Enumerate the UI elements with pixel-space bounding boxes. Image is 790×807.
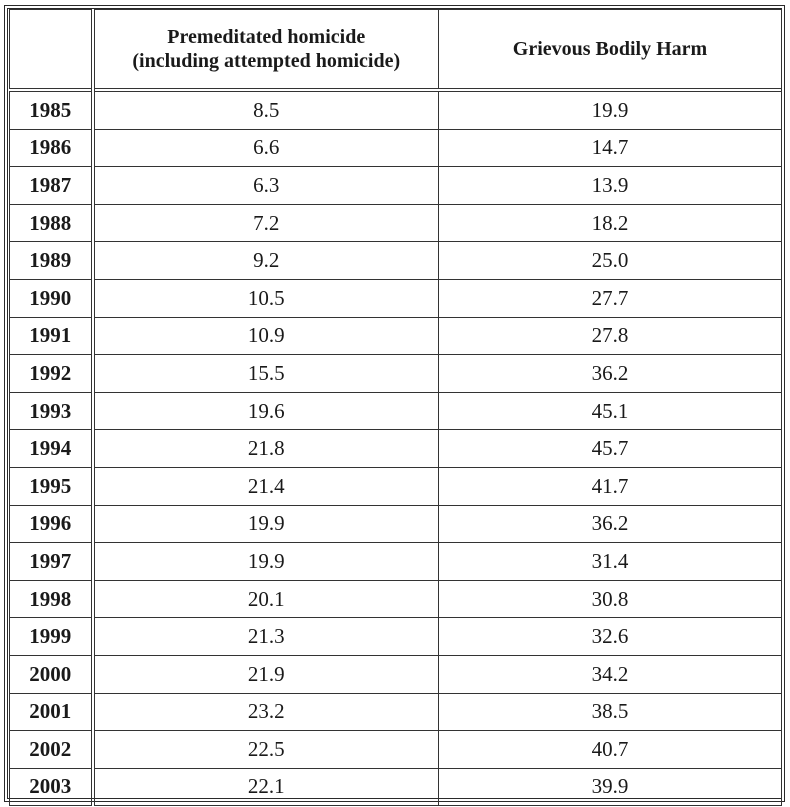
homicide-value-cell: 20.1 — [93, 580, 439, 618]
gbh-value-cell: 30.8 — [439, 580, 782, 618]
year-cell: 1997 — [10, 543, 93, 581]
year-cell: 1994 — [10, 430, 93, 468]
year-cell: 1991 — [10, 317, 93, 355]
gbh-value-cell: 40.7 — [439, 731, 782, 769]
year-cell: 1996 — [10, 505, 93, 543]
homicide-value-cell: 23.2 — [93, 693, 439, 731]
year-cell: 2002 — [10, 731, 93, 769]
gbh-column-header: Grievous Bodily Harm — [439, 10, 782, 91]
table-row — [10, 204, 782, 242]
gbh-value-cell: 38.5 — [439, 693, 782, 731]
homicide-value-cell: 19.9 — [93, 543, 439, 581]
gbh-value-cell: 18.2 — [439, 204, 782, 242]
table-row — [10, 279, 782, 317]
table-row — [10, 655, 782, 693]
year-cell: 1990 — [10, 279, 93, 317]
homicide-value-cell: 9.2 — [93, 242, 439, 280]
homicide-value-cell: 10.5 — [93, 279, 439, 317]
homicide-value-cell: 22.1 — [93, 768, 439, 806]
table-row — [10, 618, 782, 656]
table-row — [10, 731, 782, 769]
year-cell: 2003 — [10, 768, 93, 806]
homicide-header-line2: (including attempted homicide) — [132, 50, 401, 72]
table-row — [10, 90, 782, 129]
table-row — [10, 167, 782, 205]
homicide-header-line1: Premeditated homicide — [167, 26, 366, 48]
year-cell: 1999 — [10, 618, 93, 656]
homicide-value-cell: 7.2 — [93, 204, 439, 242]
year-cell: 1986 — [10, 129, 93, 167]
gbh-value-cell: 45.7 — [439, 430, 782, 468]
year-cell: 2001 — [10, 693, 93, 731]
year-cell: 1985 — [10, 90, 93, 129]
gbh-value-cell: 36.2 — [439, 355, 782, 393]
homicide-value-cell: 21.8 — [93, 430, 439, 468]
gbh-value-cell: 34.2 — [439, 655, 782, 693]
table-row — [10, 467, 782, 505]
year-column-header — [10, 10, 93, 91]
table-row — [10, 543, 782, 581]
homicide-value-cell: 21.3 — [93, 618, 439, 656]
homicide-value-cell: 6.3 — [93, 167, 439, 205]
year-cell: 1998 — [10, 580, 93, 618]
homicide-value-cell: 21.4 — [93, 467, 439, 505]
year-cell: 2000 — [10, 655, 93, 693]
table-row — [10, 129, 782, 167]
homicide-value-cell: 22.5 — [93, 731, 439, 769]
homicide-value-cell: 10.9 — [93, 317, 439, 355]
homicide-value-cell: 19.6 — [93, 392, 439, 430]
table-body — [10, 90, 782, 806]
table-row — [10, 355, 782, 393]
gbh-value-cell: 41.7 — [439, 467, 782, 505]
gbh-value-cell: 39.9 — [439, 768, 782, 806]
table-row — [10, 505, 782, 543]
homicide-value-cell: 15.5 — [93, 355, 439, 393]
homicide-value-cell: 6.6 — [93, 129, 439, 167]
table-header — [10, 10, 782, 91]
table-row — [10, 768, 782, 806]
gbh-value-cell: 31.4 — [439, 543, 782, 581]
year-cell: 1989 — [10, 242, 93, 280]
table-row — [10, 693, 782, 731]
homicide-value-cell: 19.9 — [93, 505, 439, 543]
year-cell: 1993 — [10, 392, 93, 430]
table-row — [10, 580, 782, 618]
table-row — [10, 317, 782, 355]
year-cell: 1987 — [10, 167, 93, 205]
year-cell: 1992 — [10, 355, 93, 393]
gbh-value-cell: 32.6 — [439, 618, 782, 656]
gbh-value-cell: 27.8 — [439, 317, 782, 355]
gbh-value-cell: 13.9 — [439, 167, 782, 205]
gbh-value-cell: 14.7 — [439, 129, 782, 167]
gbh-value-cell: 45.1 — [439, 392, 782, 430]
gbh-value-cell: 27.7 — [439, 279, 782, 317]
homicide-value-cell: 21.9 — [93, 655, 439, 693]
table-row — [10, 392, 782, 430]
table-row — [10, 430, 782, 468]
year-cell: 1988 — [10, 204, 93, 242]
table-row — [10, 242, 782, 280]
crime-rate-table — [9, 9, 782, 806]
header-row — [10, 10, 782, 91]
gbh-value-cell: 36.2 — [439, 505, 782, 543]
gbh-value-cell: 25.0 — [439, 242, 782, 280]
homicide-value-cell: 8.5 — [93, 90, 439, 129]
homicide-column-header — [93, 10, 439, 91]
gbh-value-cell: 19.9 — [439, 90, 782, 129]
year-cell: 1995 — [10, 467, 93, 505]
